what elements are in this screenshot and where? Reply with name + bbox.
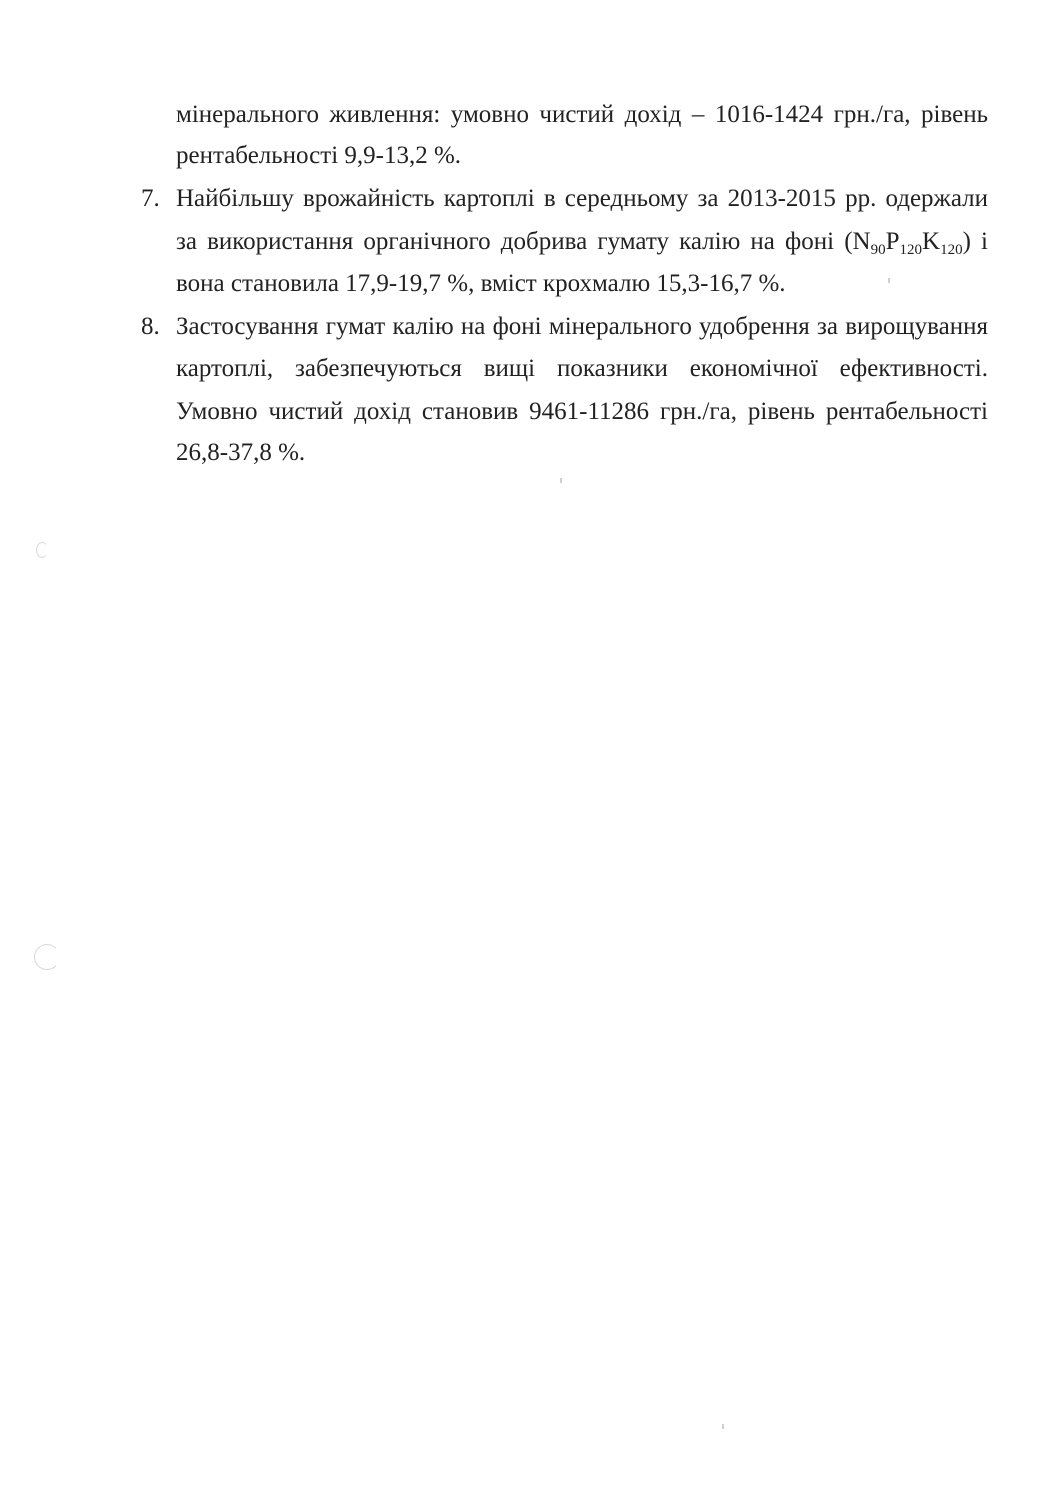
formula-text: за використання органічного добрива гумату калію на фоні (N — [176, 228, 871, 255]
list-item-line: 26,8-37,8 %. — [176, 439, 306, 466]
list-item-line: вона становила 17,9-19,7 %, вміст крохмалю 15,3-16,7 %. — [176, 270, 786, 297]
scan-speck — [888, 278, 890, 283]
list-item-line: Найбільшу врожайність картоплі в середньому за 2013-2015 рр. одержали — [176, 185, 988, 212]
scan-speck — [722, 1424, 724, 1429]
list-item-line: Умовно чистий дохід становив 9461-11286 грн./га, рівень рентабельності — [176, 398, 988, 425]
list-item-line-with-formula — [176, 227, 988, 257]
formula-text: ) і — [962, 228, 988, 255]
subscript: 120 — [899, 242, 923, 258]
list-item-number: 7. — [141, 185, 160, 212]
subscript: 90 — [870, 242, 886, 258]
list-item-line: Застосування гумат калію на фоні мінерального удобрення за вирощування — [176, 313, 988, 340]
formula-letter: K — [922, 228, 941, 255]
list-item-number: 8. — [141, 313, 160, 340]
list-item-line: картоплі, забезпечуються вищі показники економічної ефективності. — [176, 355, 988, 382]
scan-speck — [560, 478, 562, 483]
paragraph-line: рентабельності 9,9-13,2 %. — [176, 142, 462, 169]
scan-punch-mark — [36, 542, 48, 558]
formula-letter: P — [885, 228, 900, 255]
scan-punch-mark — [34, 944, 60, 970]
paragraph-line: мінерального живлення: умовно чистий дохід – 1016-1424 грн./га, рівень — [176, 101, 988, 128]
subscript: 120 — [940, 242, 963, 258]
